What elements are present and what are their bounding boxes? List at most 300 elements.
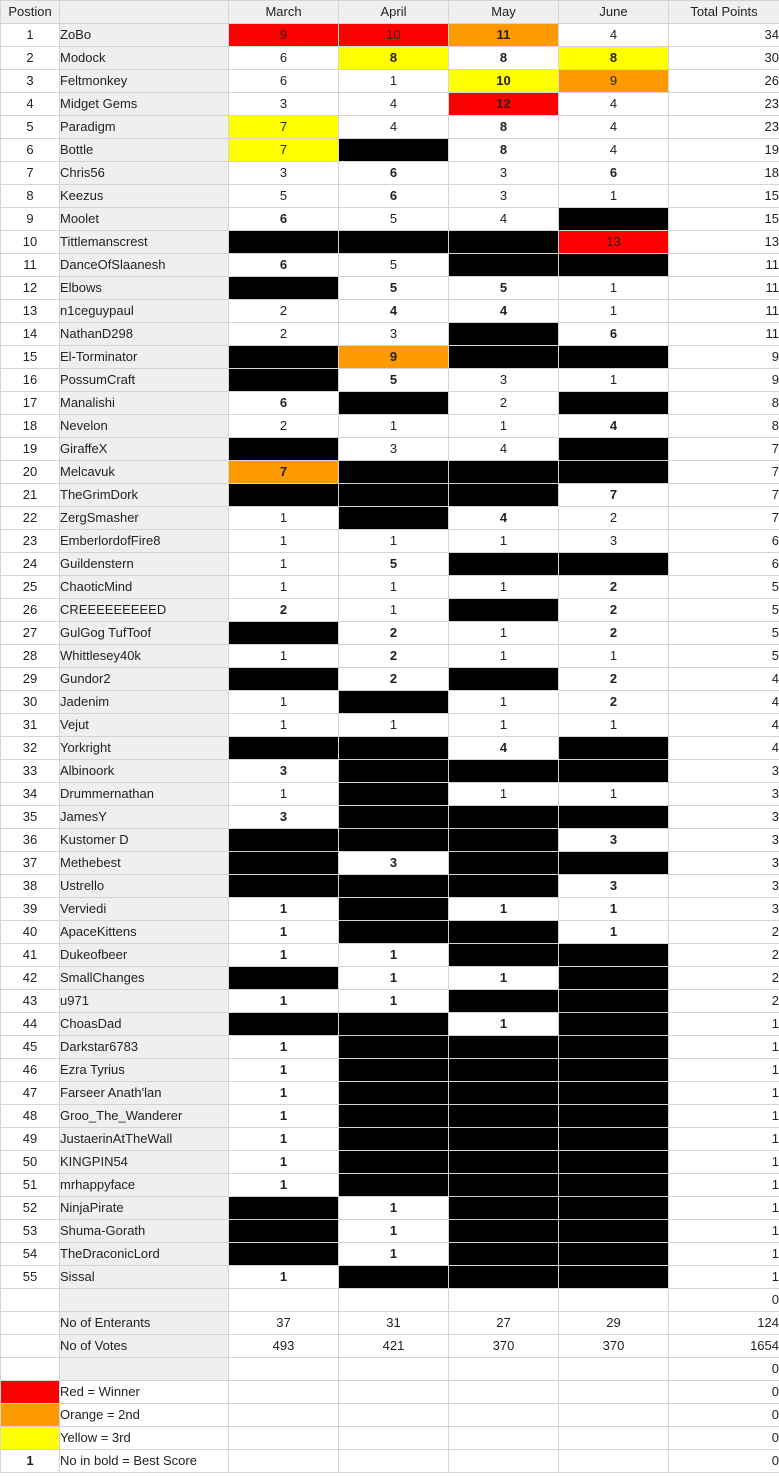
total-points-cell[interactable]: 2 [669,990,779,1013]
month-score-cell[interactable]: 7 [229,139,339,162]
player-name-cell[interactable]: Shuma-Gorath [60,1220,229,1243]
month-score-cell[interactable] [339,1174,449,1197]
empty-cell[interactable] [229,1404,339,1427]
month-score-cell[interactable] [229,852,339,875]
month-score-cell[interactable]: 1 [229,530,339,553]
player-name-cell[interactable]: Gundor2 [60,668,229,691]
stats-value-cell[interactable]: 370 [449,1335,559,1358]
rank-cell[interactable]: 36 [1,829,60,852]
rank-cell[interactable]: 44 [1,1013,60,1036]
player-name-cell[interactable]: Methebest [60,852,229,875]
month-score-cell[interactable]: 4 [559,24,669,47]
month-score-cell[interactable]: 1 [229,507,339,530]
stats-value-cell[interactable]: 421 [339,1335,449,1358]
month-score-cell[interactable]: 1 [449,691,559,714]
legend-swatch-cell[interactable] [1,1381,60,1404]
total-points-cell[interactable]: 23 [669,116,779,139]
month-score-cell[interactable] [229,1197,339,1220]
month-score-cell[interactable]: 1 [339,530,449,553]
month-score-cell[interactable]: 3 [229,93,339,116]
month-score-cell[interactable] [559,553,669,576]
player-name-cell[interactable]: NathanD298 [60,323,229,346]
player-name-cell[interactable]: Manalishi [60,392,229,415]
month-score-cell[interactable]: 2 [559,599,669,622]
rank-cell[interactable]: 42 [1,967,60,990]
month-score-cell[interactable]: 1 [339,1197,449,1220]
rank-cell[interactable]: 11 [1,254,60,277]
month-score-cell[interactable]: 1 [559,369,669,392]
rank-cell[interactable]: 50 [1,1151,60,1174]
header-position[interactable]: Postion [1,1,60,24]
month-score-cell[interactable] [559,852,669,875]
header-month-june[interactable]: June [559,1,669,24]
month-score-cell[interactable]: 1 [559,714,669,737]
total-points-cell[interactable]: 5 [669,645,779,668]
month-score-cell[interactable]: 2 [559,668,669,691]
player-name-cell[interactable]: u971 [60,990,229,1013]
rank-cell[interactable]: 19 [1,438,60,461]
month-score-cell[interactable]: 2 [449,392,559,415]
total-points-cell[interactable]: 19 [669,139,779,162]
player-name-cell[interactable]: DanceOfSlaanesh [60,254,229,277]
rank-cell[interactable]: 26 [1,599,60,622]
player-name-cell[interactable]: Ustrello [60,875,229,898]
stats-total-cell[interactable]: 1654 [669,1335,779,1358]
month-score-cell[interactable]: 3 [229,162,339,185]
month-score-cell[interactable] [559,990,669,1013]
total-points-cell[interactable]: 0 [669,1289,779,1312]
month-score-cell[interactable]: 3 [449,162,559,185]
empty-cell[interactable] [229,1289,339,1312]
empty-cell[interactable] [449,1381,559,1404]
rank-cell[interactable]: 47 [1,1082,60,1105]
month-score-cell[interactable] [559,1174,669,1197]
rank-cell[interactable]: 49 [1,1128,60,1151]
month-score-cell[interactable]: 6 [229,47,339,70]
rank-cell[interactable]: 2 [1,47,60,70]
month-score-cell[interactable] [449,921,559,944]
stats-label-cell[interactable]: No of Enterants [60,1312,229,1335]
total-points-cell[interactable]: 4 [669,714,779,737]
total-points-cell[interactable]: 1 [669,1266,779,1289]
month-score-cell[interactable]: 6 [339,185,449,208]
month-score-cell[interactable]: 1 [229,1266,339,1289]
month-score-cell[interactable]: 1 [229,898,339,921]
month-score-cell[interactable] [229,438,339,461]
month-score-cell[interactable]: 1 [559,783,669,806]
month-score-cell[interactable] [559,1013,669,1036]
month-score-cell[interactable]: 5 [339,208,449,231]
player-name-cell[interactable]: Melcavuk [60,461,229,484]
month-score-cell[interactable]: 3 [449,369,559,392]
month-score-cell[interactable] [449,484,559,507]
month-score-cell[interactable] [229,737,339,760]
month-score-cell[interactable] [339,392,449,415]
empty-cell[interactable] [339,1450,449,1473]
month-score-cell[interactable]: 3 [559,530,669,553]
month-score-cell[interactable] [559,1151,669,1174]
month-score-cell[interactable] [449,1243,559,1266]
month-score-cell[interactable]: 3 [339,438,449,461]
empty-cell[interactable] [559,1427,669,1450]
month-score-cell[interactable]: 1 [229,553,339,576]
total-points-cell[interactable]: 0 [669,1450,779,1473]
month-score-cell[interactable] [339,1128,449,1151]
rank-cell[interactable]: 27 [1,622,60,645]
month-score-cell[interactable]: 3 [559,875,669,898]
empty-cell[interactable] [559,1381,669,1404]
month-score-cell[interactable]: 7 [559,484,669,507]
month-score-cell[interactable] [449,875,559,898]
rank-cell[interactable]: 15 [1,346,60,369]
month-score-cell[interactable]: 3 [229,760,339,783]
player-name-cell[interactable]: Whittlesey40k [60,645,229,668]
month-score-cell[interactable] [449,1036,559,1059]
month-score-cell[interactable]: 1 [449,783,559,806]
month-score-cell[interactable] [339,691,449,714]
month-score-cell[interactable] [229,875,339,898]
month-score-cell[interactable]: 4 [449,208,559,231]
month-score-cell[interactable] [559,944,669,967]
month-score-cell[interactable] [449,1082,559,1105]
month-score-cell[interactable] [449,254,559,277]
month-score-cell[interactable] [229,369,339,392]
month-score-cell[interactable]: 1 [339,1220,449,1243]
rank-cell[interactable]: 43 [1,990,60,1013]
player-name-cell[interactable]: Drummernathan [60,783,229,806]
total-points-cell[interactable]: 26 [669,70,779,93]
month-score-cell[interactable]: 10 [339,24,449,47]
month-score-cell[interactable]: 1 [339,967,449,990]
rank-cell[interactable]: 32 [1,737,60,760]
month-score-cell[interactable]: 6 [229,392,339,415]
month-score-cell[interactable]: 1 [339,70,449,93]
month-score-cell[interactable] [559,1220,669,1243]
month-score-cell[interactable] [229,967,339,990]
total-points-cell[interactable]: 1 [669,1174,779,1197]
month-score-cell[interactable] [449,829,559,852]
rank-cell[interactable]: 18 [1,415,60,438]
player-name-cell[interactable]: ChoasDad [60,1013,229,1036]
player-name-cell[interactable]: Nevelon [60,415,229,438]
month-score-cell[interactable]: 6 [229,254,339,277]
total-points-cell[interactable]: 1 [669,1105,779,1128]
month-score-cell[interactable] [449,944,559,967]
month-score-cell[interactable] [559,254,669,277]
month-score-cell[interactable]: 2 [229,323,339,346]
month-score-cell[interactable]: 1 [449,576,559,599]
total-points-cell[interactable]: 7 [669,484,779,507]
month-score-cell[interactable]: 1 [449,530,559,553]
rank-cell[interactable]: 13 [1,300,60,323]
total-points-cell[interactable]: 8 [669,415,779,438]
total-points-cell[interactable]: 6 [669,530,779,553]
month-score-cell[interactable]: 1 [339,599,449,622]
total-points-cell[interactable]: 0 [669,1381,779,1404]
rank-cell[interactable]: 17 [1,392,60,415]
month-score-cell[interactable] [339,1013,449,1036]
total-points-cell[interactable]: 5 [669,599,779,622]
total-points-cell[interactable]: 3 [669,783,779,806]
total-points-cell[interactable]: 3 [669,875,779,898]
month-score-cell[interactable] [449,1128,559,1151]
month-score-cell[interactable] [559,346,669,369]
month-score-cell[interactable] [449,461,559,484]
month-score-cell[interactable]: 4 [449,507,559,530]
rank-cell[interactable]: 45 [1,1036,60,1059]
total-points-cell[interactable]: 1 [669,1082,779,1105]
player-name-cell[interactable]: Jadenim [60,691,229,714]
month-score-cell[interactable]: 1 [229,1151,339,1174]
player-name-cell[interactable]: Sissal [60,1266,229,1289]
month-score-cell[interactable] [339,737,449,760]
player-name-cell[interactable]: TheDraconicLord [60,1243,229,1266]
player-name-cell[interactable]: Midget Gems [60,93,229,116]
month-score-cell[interactable] [339,806,449,829]
month-score-cell[interactable]: 1 [339,576,449,599]
player-name-cell[interactable]: Elbows [60,277,229,300]
player-name-cell[interactable]: Feltmonkey [60,70,229,93]
total-points-cell[interactable]: 1 [669,1059,779,1082]
player-name-cell[interactable]: SmallChanges [60,967,229,990]
total-points-cell[interactable]: 34 [669,24,779,47]
month-score-cell[interactable]: 8 [339,47,449,70]
month-score-cell[interactable]: 5 [339,553,449,576]
month-score-cell[interactable]: 4 [339,116,449,139]
month-score-cell[interactable] [559,967,669,990]
total-points-cell[interactable]: 4 [669,691,779,714]
month-score-cell[interactable] [339,461,449,484]
player-name-cell[interactable]: Groo_The_Wanderer [60,1105,229,1128]
rank-cell[interactable]: 3 [1,70,60,93]
total-points-cell[interactable]: 9 [669,346,779,369]
month-score-cell[interactable] [339,1105,449,1128]
player-name-cell[interactable]: KINGPIN54 [60,1151,229,1174]
month-score-cell[interactable] [449,1151,559,1174]
empty-cell[interactable] [559,1358,669,1381]
rank-cell[interactable]: 35 [1,806,60,829]
legend-label-cell[interactable]: Orange = 2nd [60,1404,229,1427]
month-score-cell[interactable] [559,1266,669,1289]
month-score-cell[interactable]: 1 [449,415,559,438]
month-score-cell[interactable] [449,323,559,346]
month-score-cell[interactable] [339,139,449,162]
month-score-cell[interactable]: 1 [229,1059,339,1082]
rank-cell[interactable]: 31 [1,714,60,737]
month-score-cell[interactable] [559,1243,669,1266]
month-score-cell[interactable] [339,829,449,852]
month-score-cell[interactable] [339,1059,449,1082]
rank-cell[interactable]: 14 [1,323,60,346]
month-score-cell[interactable] [339,921,449,944]
player-name-cell[interactable]: ZoBo [60,24,229,47]
month-score-cell[interactable]: 6 [229,208,339,231]
player-name-cell[interactable]: ZergSmasher [60,507,229,530]
rank-cell[interactable]: 22 [1,507,60,530]
stats-value-cell[interactable]: 31 [339,1312,449,1335]
total-points-cell[interactable]: 1 [669,1220,779,1243]
month-score-cell[interactable] [559,1059,669,1082]
empty-cell[interactable] [449,1358,559,1381]
rank-cell[interactable]: 30 [1,691,60,714]
month-score-cell[interactable] [449,1197,559,1220]
rank-cell[interactable]: 24 [1,553,60,576]
month-score-cell[interactable]: 1 [229,944,339,967]
empty-cell[interactable] [1,1358,60,1381]
month-score-cell[interactable]: 2 [229,599,339,622]
rank-cell[interactable]: 38 [1,875,60,898]
stats-label-cell[interactable]: No of Votes [60,1335,229,1358]
month-score-cell[interactable] [559,806,669,829]
rank-cell[interactable]: 5 [1,116,60,139]
month-score-cell[interactable]: 1 [449,645,559,668]
empty-cell[interactable] [1,1312,60,1335]
month-score-cell[interactable]: 8 [449,139,559,162]
month-score-cell[interactable] [229,346,339,369]
empty-cell[interactable] [449,1450,559,1473]
total-points-cell[interactable]: 11 [669,323,779,346]
player-name-cell[interactable]: Dukeofbeer [60,944,229,967]
month-score-cell[interactable] [229,1013,339,1036]
month-score-cell[interactable] [229,484,339,507]
month-score-cell[interactable]: 10 [449,70,559,93]
rank-cell[interactable]: 6 [1,139,60,162]
empty-name-cell[interactable] [60,1289,229,1312]
stats-value-cell[interactable]: 37 [229,1312,339,1335]
month-score-cell[interactable]: 4 [449,300,559,323]
month-score-cell[interactable]: 1 [229,783,339,806]
player-name-cell[interactable]: TheGrimDork [60,484,229,507]
legend-label-cell[interactable]: No in bold = Best Score [60,1450,229,1473]
total-points-cell[interactable]: 0 [669,1358,779,1381]
month-score-cell[interactable] [559,1105,669,1128]
total-points-cell[interactable]: 4 [669,737,779,760]
month-score-cell[interactable]: 4 [339,300,449,323]
month-score-cell[interactable]: 3 [339,323,449,346]
month-score-cell[interactable]: 6 [559,162,669,185]
month-score-cell[interactable] [559,438,669,461]
player-name-cell[interactable]: Moolet [60,208,229,231]
month-score-cell[interactable]: 1 [339,714,449,737]
player-name-cell[interactable]: Farseer Anath'lan [60,1082,229,1105]
rank-cell[interactable]: 29 [1,668,60,691]
rank-cell[interactable]: 7 [1,162,60,185]
month-score-cell[interactable]: 1 [559,277,669,300]
player-name-cell[interactable]: JamesY [60,806,229,829]
month-score-cell[interactable] [339,783,449,806]
month-score-cell[interactable] [339,898,449,921]
rank-cell[interactable]: 41 [1,944,60,967]
total-points-cell[interactable]: 3 [669,898,779,921]
total-points-cell[interactable]: 8 [669,392,779,415]
month-score-cell[interactable]: 8 [449,116,559,139]
month-score-cell[interactable]: 5 [229,185,339,208]
total-points-cell[interactable]: 15 [669,208,779,231]
month-score-cell[interactable]: 2 [229,415,339,438]
total-points-cell[interactable]: 2 [669,967,779,990]
header-month-may[interactable]: May [449,1,559,24]
rank-cell[interactable]: 48 [1,1105,60,1128]
empty-cell[interactable] [339,1289,449,1312]
total-points-cell[interactable]: 1 [669,1197,779,1220]
rank-cell[interactable]: 33 [1,760,60,783]
player-name-cell[interactable]: JustaerinAtTheWall [60,1128,229,1151]
month-score-cell[interactable]: 12 [449,93,559,116]
total-points-cell[interactable]: 3 [669,829,779,852]
month-score-cell[interactable]: 1 [559,300,669,323]
total-points-cell[interactable]: 15 [669,185,779,208]
month-score-cell[interactable] [559,760,669,783]
total-points-cell[interactable]: 11 [669,277,779,300]
month-score-cell[interactable]: 8 [449,47,559,70]
total-points-cell[interactable]: 2 [669,921,779,944]
month-score-cell[interactable]: 6 [559,323,669,346]
month-score-cell[interactable] [449,1105,559,1128]
player-name-cell[interactable]: mrhappyface [60,1174,229,1197]
player-name-cell[interactable]: El-Torminator [60,346,229,369]
player-name-cell[interactable]: Albinoork [60,760,229,783]
empty-cell[interactable] [339,1427,449,1450]
month-score-cell[interactable] [339,484,449,507]
month-score-cell[interactable] [449,1174,559,1197]
player-name-cell[interactable]: GulGog TufToof [60,622,229,645]
rank-cell[interactable]: 16 [1,369,60,392]
month-score-cell[interactable]: 1 [559,185,669,208]
month-score-cell[interactable]: 7 [229,116,339,139]
legend-label-cell[interactable]: Yellow = 3rd [60,1427,229,1450]
month-score-cell[interactable]: 9 [559,70,669,93]
month-score-cell[interactable] [229,829,339,852]
month-score-cell[interactable]: 4 [449,737,559,760]
total-points-cell[interactable]: 7 [669,461,779,484]
month-score-cell[interactable]: 1 [449,622,559,645]
month-score-cell[interactable]: 3 [449,185,559,208]
rank-cell[interactable]: 1 [1,24,60,47]
month-score-cell[interactable] [449,1220,559,1243]
month-score-cell[interactable]: 9 [339,346,449,369]
month-score-cell[interactable]: 1 [339,1243,449,1266]
rank-cell[interactable]: 28 [1,645,60,668]
rank-cell[interactable]: 4 [1,93,60,116]
player-name-cell[interactable]: CREEEEEEEEED [60,599,229,622]
total-points-cell[interactable]: 7 [669,438,779,461]
month-score-cell[interactable]: 3 [339,852,449,875]
empty-cell[interactable] [339,1358,449,1381]
month-score-cell[interactable] [339,1266,449,1289]
empty-name-cell[interactable] [60,1358,229,1381]
month-score-cell[interactable]: 3 [229,806,339,829]
header-month-april[interactable]: April [339,1,449,24]
rank-cell[interactable]: 55 [1,1266,60,1289]
empty-cell[interactable] [1,1335,60,1358]
month-score-cell[interactable] [449,806,559,829]
empty-cell[interactable] [449,1289,559,1312]
empty-cell[interactable] [339,1404,449,1427]
month-score-cell[interactable]: 8 [559,47,669,70]
total-points-cell[interactable]: 1 [669,1013,779,1036]
month-score-cell[interactable] [339,875,449,898]
month-score-cell[interactable]: 1 [229,921,339,944]
month-score-cell[interactable] [339,1082,449,1105]
total-points-cell[interactable]: 1 [669,1151,779,1174]
month-score-cell[interactable]: 2 [339,668,449,691]
rank-cell[interactable]: 34 [1,783,60,806]
month-score-cell[interactable]: 2 [339,622,449,645]
player-name-cell[interactable]: n1ceguypaul [60,300,229,323]
total-points-cell[interactable]: 3 [669,806,779,829]
player-name-cell[interactable]: Chris56 [60,162,229,185]
total-points-cell[interactable]: 4 [669,668,779,691]
